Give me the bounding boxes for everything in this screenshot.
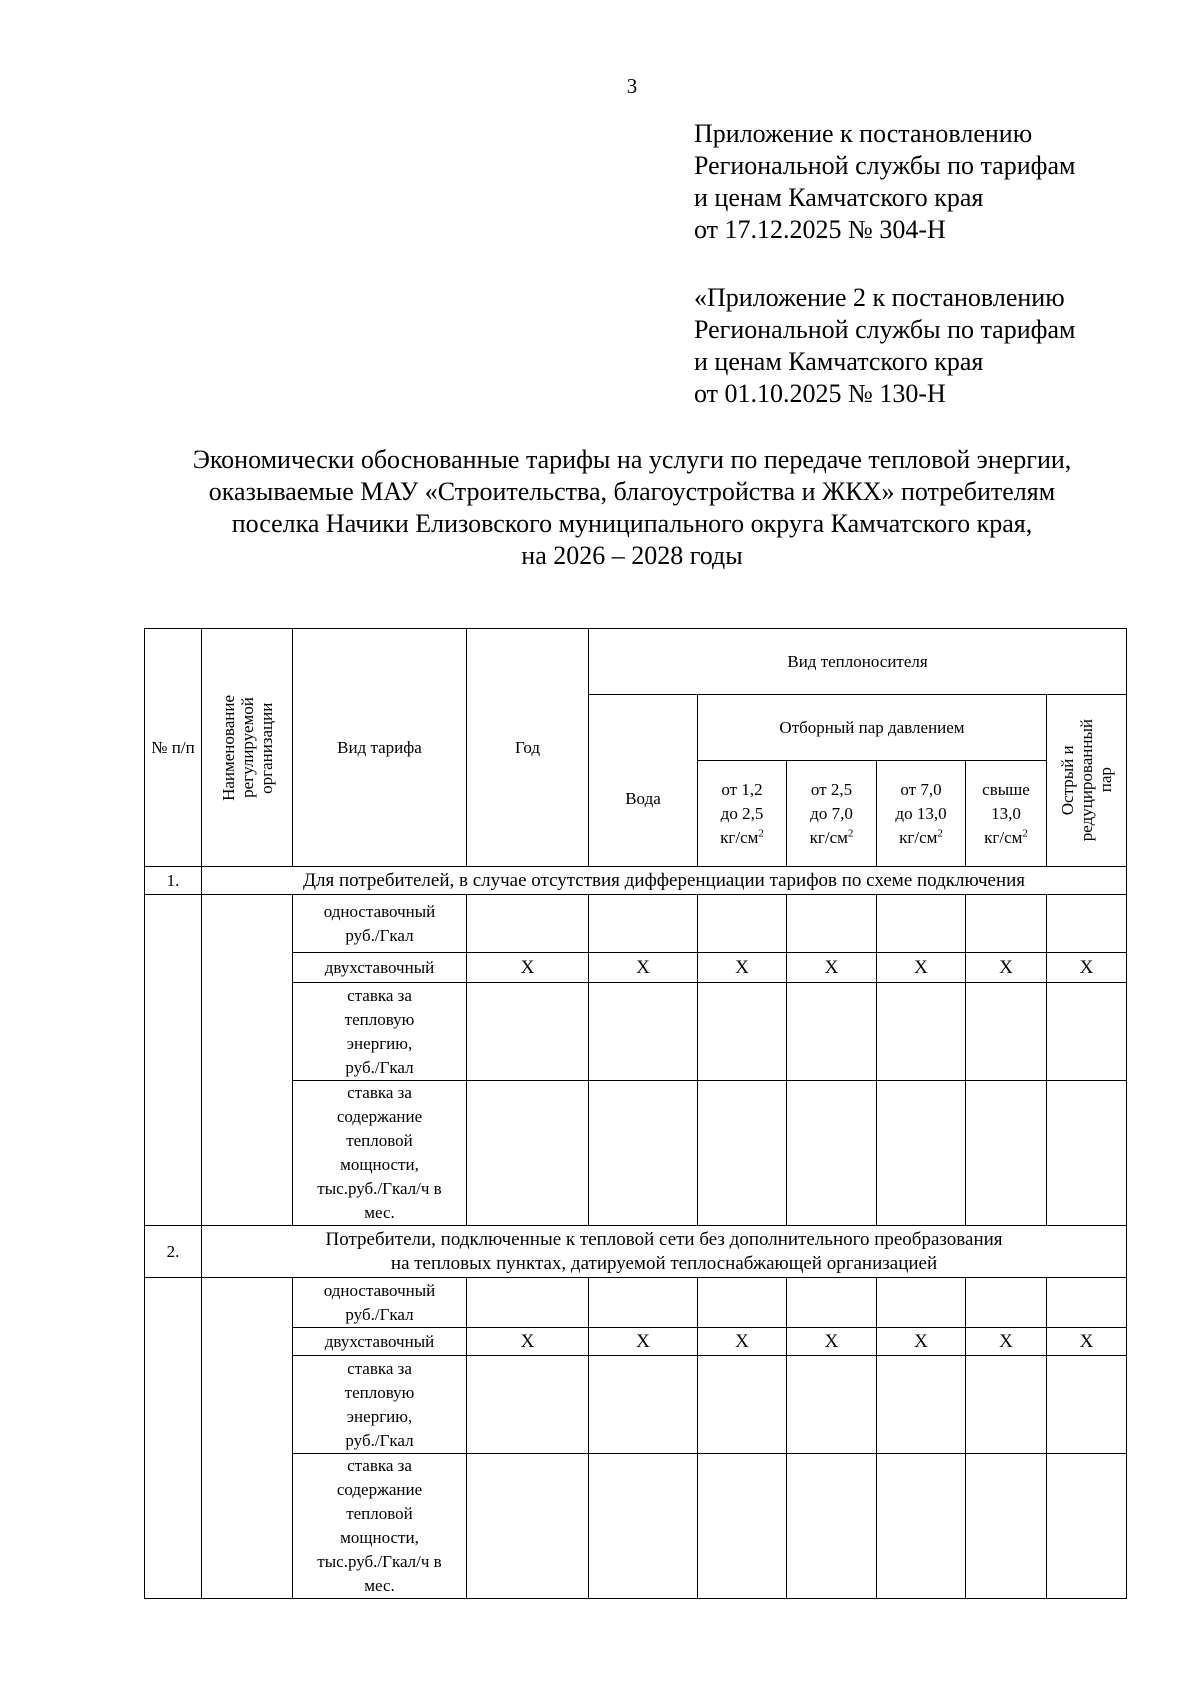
x-mark-cell: Х xyxy=(787,953,877,983)
value-cell xyxy=(966,1356,1047,1454)
x-mark-cell: Х xyxy=(698,1328,787,1356)
section-title xyxy=(202,867,1127,895)
x-mark-cell: Х xyxy=(698,953,787,983)
appendix-line: от 01.10.2025 № 130-Н xyxy=(694,379,946,408)
tariff-type-line: мощности, xyxy=(340,1155,419,1174)
tariff-type-line: руб./Гкал xyxy=(345,925,414,945)
value-cell xyxy=(1047,1081,1127,1226)
value-cell xyxy=(467,983,589,1081)
tariff-type-line: тыс.руб./Гкал/ч в xyxy=(317,1179,442,1198)
value-cell xyxy=(698,1278,787,1328)
value-cell xyxy=(877,1278,966,1328)
value-cell xyxy=(877,895,966,953)
value-cell xyxy=(589,1278,698,1328)
value-cell xyxy=(698,1081,787,1226)
tariff-type-line: двухставочный xyxy=(324,1331,435,1351)
table-row xyxy=(145,983,1127,1081)
document-title xyxy=(120,444,1144,572)
value-cell xyxy=(1047,983,1127,1081)
x-mark-cell: Х xyxy=(1047,1328,1127,1356)
value-cell xyxy=(467,1278,589,1328)
section-title-line: Потребители, подключенные к тепловой сети без дополнительного преобразования xyxy=(325,1228,1003,1250)
tariff-type-line: руб./Гкал xyxy=(345,1430,414,1450)
value-cell xyxy=(589,983,698,1081)
appendix-line: Региональной службы по тарифам xyxy=(694,151,1076,180)
tariff-type-line: тыс.руб./Гкал/ч в xyxy=(317,1552,442,1571)
section-title-line: на тепловых пунктах, датируемой теплоснабжающей организацией xyxy=(390,1252,938,1274)
value-cell xyxy=(698,895,787,953)
table-row xyxy=(145,1081,1127,1226)
header-sharp-steam xyxy=(1047,695,1127,867)
value-cell xyxy=(966,895,1047,953)
x-mark-cell: Х xyxy=(877,953,966,983)
appendix-reference-current xyxy=(694,118,1075,246)
header-tariff-type: Вид тарифа xyxy=(293,629,467,867)
value-cell xyxy=(589,1356,698,1454)
x-mark-cell: Х xyxy=(467,1328,589,1356)
value-cell xyxy=(787,983,877,1081)
tariff-table xyxy=(144,628,1127,1599)
x-mark-cell: Х xyxy=(966,953,1047,983)
value-cell xyxy=(698,1454,787,1599)
header-num: № п/п xyxy=(145,629,202,867)
value-cell xyxy=(877,1454,966,1599)
header-heat-carrier: Вид теплоносителя xyxy=(589,629,1127,695)
appendix-line: и ценам Камчатского края xyxy=(694,183,984,212)
page-number: 3 xyxy=(626,74,638,98)
value-cell xyxy=(966,1081,1047,1226)
value-cell xyxy=(1047,1356,1127,1454)
tariff-type-cell xyxy=(293,1356,467,1454)
header-sharp-line: Острый и xyxy=(1058,745,1078,816)
appendix-reference-amended xyxy=(694,282,1075,410)
table-row xyxy=(145,1356,1127,1454)
value-cell xyxy=(1047,1278,1127,1328)
tariff-type-line: ставка за xyxy=(347,1456,412,1475)
header-pressure-1: от 1,2 до 2,5 $кг/см^2$ xyxy=(698,761,787,867)
tariff-type-line: ставка за xyxy=(347,985,412,1005)
tariff-type-line: энергию, xyxy=(346,1033,413,1053)
x-mark-cell: Х xyxy=(966,1328,1047,1356)
empty-organization-cell xyxy=(202,1278,293,1599)
tariff-type-cell xyxy=(293,983,467,1081)
tariff-type-cell xyxy=(293,1081,467,1226)
value-cell xyxy=(787,1278,877,1328)
section-header-row xyxy=(145,1226,1127,1278)
x-mark-cell: Х xyxy=(589,953,698,983)
appendix-line: Региональной службы по тарифам xyxy=(694,315,1076,344)
x-mark-cell: Х xyxy=(467,953,589,983)
tariff-type-line: мощности, xyxy=(340,1528,419,1547)
header-pressure-4: свыше 13,0 $кг/см^2$ xyxy=(966,761,1047,867)
header-organization xyxy=(202,629,293,867)
tariff-type-line: одноставочный xyxy=(323,1280,436,1300)
tariff-type-cell xyxy=(293,1278,467,1328)
tariff-type-line: ставка за xyxy=(347,1083,412,1102)
tariff-type-cell xyxy=(293,1454,467,1599)
value-cell xyxy=(589,1454,698,1599)
empty-num-cell xyxy=(145,895,202,1226)
header-org-line: Наименование xyxy=(218,694,238,801)
tariff-type-line: тепловую xyxy=(344,1009,415,1029)
value-cell xyxy=(966,1278,1047,1328)
table-row xyxy=(145,1454,1127,1599)
appendix-line: от 17.12.2025 № 304-Н xyxy=(694,215,946,244)
value-cell xyxy=(467,1356,589,1454)
value-cell xyxy=(589,895,698,953)
tariff-type-line: содержание xyxy=(336,1480,423,1499)
header-org-line: регулируемой xyxy=(237,697,257,798)
tariff-type-cell xyxy=(293,953,467,983)
tariff-type-line: тепловой xyxy=(346,1131,413,1150)
empty-num-cell xyxy=(145,1278,202,1599)
value-cell xyxy=(787,1356,877,1454)
appendix-line: и ценам Камчатского края xyxy=(694,347,984,376)
value-cell xyxy=(1047,1454,1127,1599)
section-number: 2. xyxy=(145,1226,202,1278)
appendix-line: «Приложение 2 к постановлению xyxy=(694,283,1065,312)
tariff-type-line: руб./Гкал xyxy=(345,1304,414,1324)
empty-organization-cell xyxy=(202,895,293,1226)
x-mark-cell: Х xyxy=(1047,953,1127,983)
value-cell xyxy=(1047,895,1127,953)
value-cell xyxy=(787,1081,877,1226)
x-mark-cell: Х xyxy=(787,1328,877,1356)
tariff-type-line: энергию, xyxy=(346,1406,413,1426)
tariff-type-line: тепловую xyxy=(344,1382,415,1402)
value-cell xyxy=(877,983,966,1081)
table-row xyxy=(145,895,1127,953)
value-cell xyxy=(966,983,1047,1081)
header-sharp-line: редуцированный xyxy=(1077,719,1097,842)
tariff-type-line: двухставочный xyxy=(324,957,435,977)
tariff-type-line: ставка за xyxy=(347,1358,412,1378)
value-cell xyxy=(787,895,877,953)
table-row xyxy=(145,953,1127,983)
x-mark-cell: Х xyxy=(877,1328,966,1356)
section-title xyxy=(202,1226,1127,1278)
value-cell xyxy=(698,1356,787,1454)
value-cell xyxy=(467,895,589,953)
appendix-line: Приложение к постановлению xyxy=(694,119,1033,148)
value-cell xyxy=(787,1454,877,1599)
table-row xyxy=(145,1328,1127,1356)
header-water: Вода xyxy=(589,695,698,867)
tariff-type-line: мес. xyxy=(364,1203,395,1222)
value-cell xyxy=(966,1454,1047,1599)
title-line: Экономически обоснованные тарифы на услуги по передаче тепловой энергии, xyxy=(192,445,1072,474)
header-pressure-3: от 7,0 до 13,0 $кг/см^2$ xyxy=(877,761,966,867)
title-line: оказываемые МАУ «Строительства, благоустройства и ЖКХ» потребителям xyxy=(208,477,1056,506)
value-cell xyxy=(589,1081,698,1226)
header-steam: Отборный пар давлением xyxy=(698,695,1047,761)
header-sharp-line: пар xyxy=(1096,767,1116,794)
tariff-type-line: тепловой xyxy=(346,1504,413,1523)
value-cell xyxy=(698,983,787,1081)
section-title-line: Для потребителей, в случае отсутствия дифференциации тарифов по схеме подключения xyxy=(303,869,1026,891)
header-org-line: организации xyxy=(256,701,276,794)
tariff-type-line: одноставочный xyxy=(323,901,436,921)
tariff-type-line: руб./Гкал xyxy=(345,1057,414,1077)
section-header-row xyxy=(145,867,1127,895)
value-cell xyxy=(467,1081,589,1226)
tariff-type-cell xyxy=(293,1328,467,1356)
value-cell xyxy=(877,1081,966,1226)
value-cell xyxy=(877,1356,966,1454)
title-line: на 2026 – 2028 годы xyxy=(521,541,743,570)
value-cell xyxy=(467,1454,589,1599)
tariff-type-line: мес. xyxy=(364,1576,395,1595)
section-number: 1. xyxy=(145,867,202,895)
title-line: поселка Начики Елизовского муниципального округа Камчатского края, xyxy=(231,509,1033,538)
tariff-type-line: содержание xyxy=(336,1107,423,1126)
x-mark-cell: Х xyxy=(589,1328,698,1356)
tariff-type-cell xyxy=(293,895,467,953)
header-pressure-2: от 2,5 до 7,0 $кг/см^2$ xyxy=(787,761,877,867)
header-year: Год xyxy=(467,629,589,867)
table-row xyxy=(145,1278,1127,1328)
